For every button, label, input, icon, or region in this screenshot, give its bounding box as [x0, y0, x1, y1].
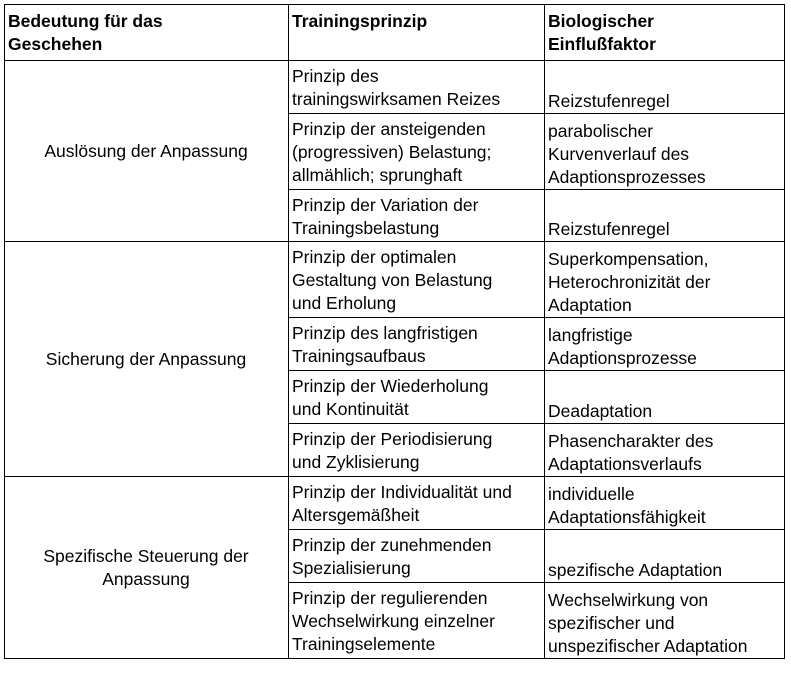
faktor-cell: Wechselwirkung von spezifischer und unspezifischer Adaptation — [545, 583, 785, 659]
faktor-cell: langfristige Adaptionsprozesse — [545, 318, 785, 371]
prinzip-cell: Prinzip der regulierenden Wechselwirkung einzelner Trainingselemente — [289, 583, 545, 659]
faktor-cell: individuelle Adaptationsfähigkeit — [545, 477, 785, 530]
faktor-cell: Reizstufenregel — [545, 190, 785, 242]
faktor-cell: Superkompensation, Heterochronizität der Adaptation — [545, 242, 785, 318]
prinzip-cell: Prinzip der ansteigenden (progressiven) Belastung; allmählich; sprunghaft — [289, 114, 545, 190]
header-trainingsprinzip: Trainingsprinzip — [289, 5, 545, 61]
header-bedeutung: Bedeutung für das Geschehen — [5, 5, 289, 61]
table-row — [5, 242, 785, 318]
prinzip-cell: Prinzip der Wiederholung und Kontinuität — [289, 371, 545, 424]
faktor-cell: spezifische Adaptation — [545, 530, 785, 583]
group-label-ausloesung: Auslösung der Anpassung — [5, 61, 289, 242]
faktor-cell: parabolischer Kurvenverlauf des Adaptionsprozesses — [545, 114, 785, 190]
faktor-cell: Deadaptation — [545, 371, 785, 424]
faktor-cell: Reizstufenregel — [545, 61, 785, 114]
group-label-sicherung: Sicherung der Anpassung — [5, 242, 289, 477]
prinzip-cell: Prinzip des trainingswirksamen Reizes — [289, 61, 545, 114]
table-row — [5, 477, 785, 530]
prinzip-cell: Prinzip des langfristigen Trainingsaufbaus — [289, 318, 545, 371]
group-label-spezifische-steuerung: Spezifische Steuerung der Anpassung — [5, 477, 289, 659]
prinzip-cell: Prinzip der optimalen Gestaltung von Belastung und Erholung — [289, 242, 545, 318]
faktor-cell: Phasencharakter des Adaptationsverlaufs — [545, 424, 785, 477]
prinzip-cell: Prinzip der Variation der Trainingsbelastung — [289, 190, 545, 242]
header-row — [5, 5, 785, 61]
training-principles-table — [4, 4, 785, 659]
prinzip-cell: Prinzip der Individualität und Altersgemäßheit — [289, 477, 545, 530]
prinzip-cell: Prinzip der Periodisierung und Zyklisierung — [289, 424, 545, 477]
table-row — [5, 61, 785, 114]
header-einflussfaktor: Biologischer Einflußfaktor — [545, 5, 785, 61]
prinzip-cell: Prinzip der zunehmenden Spezialisierung — [289, 530, 545, 583]
